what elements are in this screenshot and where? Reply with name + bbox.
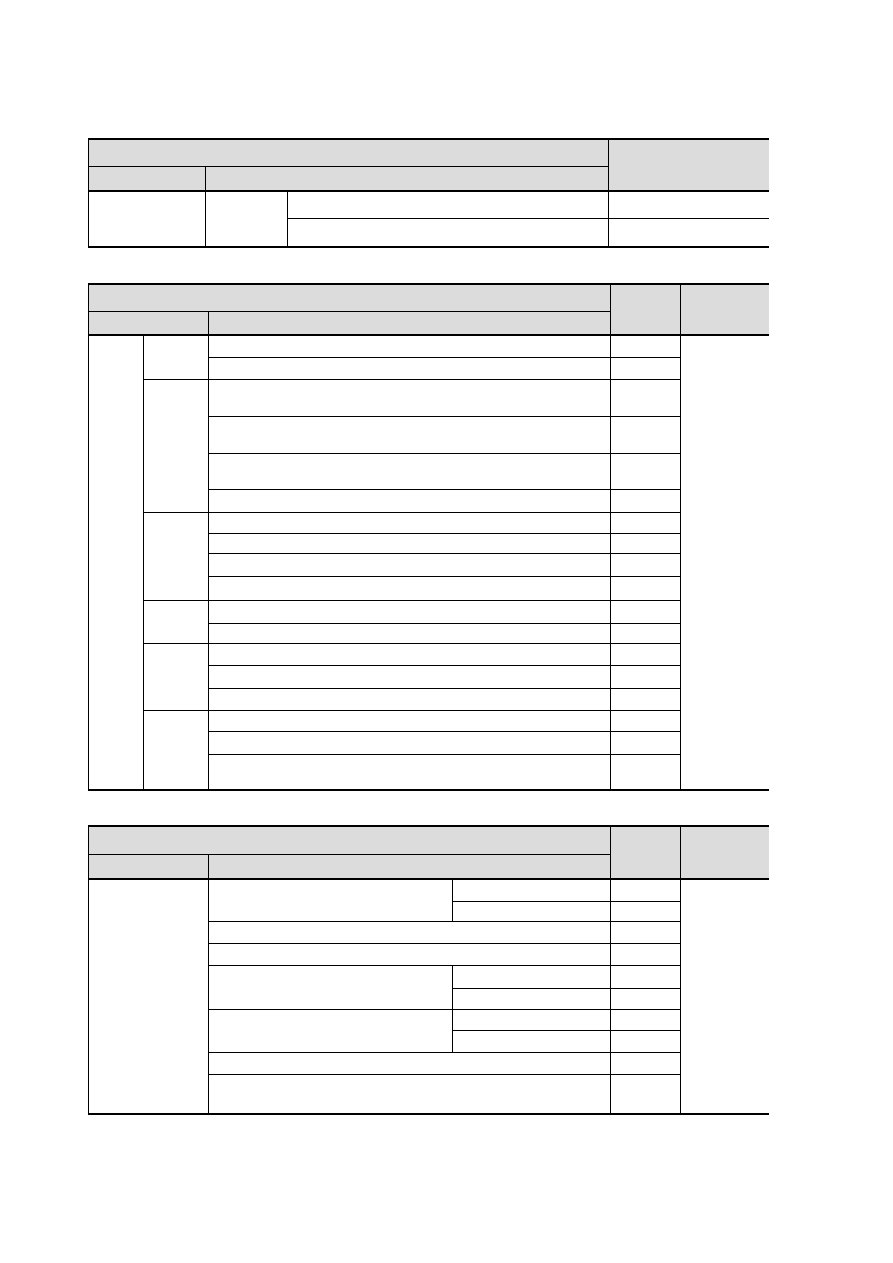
table-2-header-cell-right <box>681 284 769 335</box>
table-2-cell <box>209 379 611 416</box>
table-2-cell <box>209 731 611 754</box>
table-3-q-cell <box>611 1074 681 1114</box>
table-3-header-row-1 <box>89 826 769 854</box>
table-2-body-row <box>89 335 769 357</box>
table-2-body-row <box>89 600 769 623</box>
table-1-header-cell-sub2 <box>206 166 609 191</box>
table-3-q-cell <box>611 965 681 988</box>
table-2-q-cell <box>611 335 681 357</box>
table-2-group-cell <box>144 512 209 600</box>
table-2-q-cell <box>611 710 681 731</box>
table-2-cell <box>209 357 611 379</box>
table-2-group-cell <box>144 710 209 790</box>
table-2-q-cell <box>611 576 681 600</box>
table-2-group-cell <box>144 335 209 379</box>
table-3-split-right-cell <box>453 1030 611 1052</box>
table-2-q-cell <box>611 533 681 553</box>
table-3-q-cell <box>611 1030 681 1052</box>
table-3-header-cell-main <box>89 826 611 854</box>
table-2-group-cell <box>144 600 209 643</box>
table-2-q-cell <box>611 453 681 489</box>
table-3-split-right-cell <box>453 901 611 921</box>
table-3-split-left-cell <box>209 965 453 1009</box>
table-2-q-cell <box>611 665 681 688</box>
table-2-header-cell-sub2 <box>209 311 611 335</box>
table-1 <box>88 138 769 248</box>
table-3-wide-cell <box>209 921 611 943</box>
table-2-header-cell-sub1 <box>89 311 209 335</box>
table-3-q-cell <box>611 921 681 943</box>
table-3-right-merged-cell <box>681 879 769 1114</box>
table-2-header-cell-main <box>89 284 611 311</box>
table-1-cell <box>206 191 288 247</box>
table-2-q-cell <box>611 688 681 710</box>
table-2-q-cell <box>611 553 681 576</box>
table-2-cell <box>209 710 611 731</box>
table-3-header-cell-right <box>681 826 769 879</box>
table-1-cell <box>288 191 609 218</box>
table-2-q-cell <box>611 379 681 416</box>
table-2-body-row <box>89 710 769 731</box>
table-2-cell <box>209 754 611 790</box>
table-3 <box>88 825 769 1115</box>
table-2-group-cell <box>144 643 209 710</box>
table-2-q-cell <box>611 623 681 643</box>
table-2-q-cell <box>611 416 681 453</box>
table-2-left-merged-cell <box>89 335 144 790</box>
table-3-wide-cell <box>209 1074 611 1114</box>
table-3-left-merged-cell <box>89 879 209 1114</box>
table-2-q-cell <box>611 357 681 379</box>
table-3-wide-cell <box>209 943 611 965</box>
table-3-wide-cell <box>209 1052 611 1074</box>
table-3-q-cell <box>611 901 681 921</box>
table-3-split-right-cell <box>453 1009 611 1030</box>
table-3-header-cell-q <box>611 826 681 879</box>
table-2-q-cell <box>611 489 681 512</box>
table-2-cell <box>209 416 611 453</box>
table-1-header-cell-main <box>89 139 609 166</box>
table-3-header-cell-sub1 <box>89 854 209 879</box>
table-2-cell <box>209 600 611 623</box>
table-3-split-left-cell <box>209 1009 453 1052</box>
table-2-right-merged-cell <box>681 335 769 790</box>
table-2-cell <box>209 643 611 665</box>
table-2-cell <box>209 489 611 512</box>
table-1-cell <box>89 191 206 247</box>
table-2-q-cell <box>611 512 681 533</box>
table-2-cell <box>209 453 611 489</box>
table-2-cell <box>209 623 611 643</box>
table-3-q-cell <box>611 879 681 901</box>
table-2-q-cell <box>611 600 681 623</box>
table-3-header-cell-sub2 <box>209 854 611 879</box>
table-1-cell <box>609 191 769 218</box>
table-1-header-cell-right <box>609 139 769 191</box>
table-1-header-row-1 <box>89 139 769 166</box>
table-2-header-row-1 <box>89 284 769 311</box>
table-2-q-cell <box>611 754 681 790</box>
table-3-split-right-cell <box>453 988 611 1009</box>
table-3-split-right-cell <box>453 879 611 901</box>
table-2-cell <box>209 665 611 688</box>
table-2-body-row <box>89 643 769 665</box>
table-1-cell <box>609 218 769 247</box>
table-2 <box>88 283 769 791</box>
table-2-cell <box>209 553 611 576</box>
table-3-body-row <box>89 879 769 901</box>
table-2-body-row <box>89 512 769 533</box>
table-2-cell <box>209 533 611 553</box>
table-1-cell <box>288 218 609 247</box>
table-3-q-cell <box>611 988 681 1009</box>
table-2-q-cell <box>611 643 681 665</box>
table-2-header-cell-q <box>611 284 681 335</box>
table-2-cell <box>209 576 611 600</box>
table-2-body-row <box>89 379 769 416</box>
table-2-cell <box>209 335 611 357</box>
table-3-q-cell <box>611 1009 681 1030</box>
table-2-group-cell <box>144 379 209 512</box>
table-3-split-left-cell <box>209 879 453 921</box>
table-3-split-right-cell <box>453 965 611 988</box>
table-3-q-cell <box>611 943 681 965</box>
table-1-header-cell-sub1 <box>89 166 206 191</box>
table-1-body-row-1 <box>89 191 769 218</box>
table-2-cell <box>209 688 611 710</box>
table-2-cell <box>209 512 611 533</box>
table-2-q-cell <box>611 731 681 754</box>
table-3-q-cell <box>611 1052 681 1074</box>
